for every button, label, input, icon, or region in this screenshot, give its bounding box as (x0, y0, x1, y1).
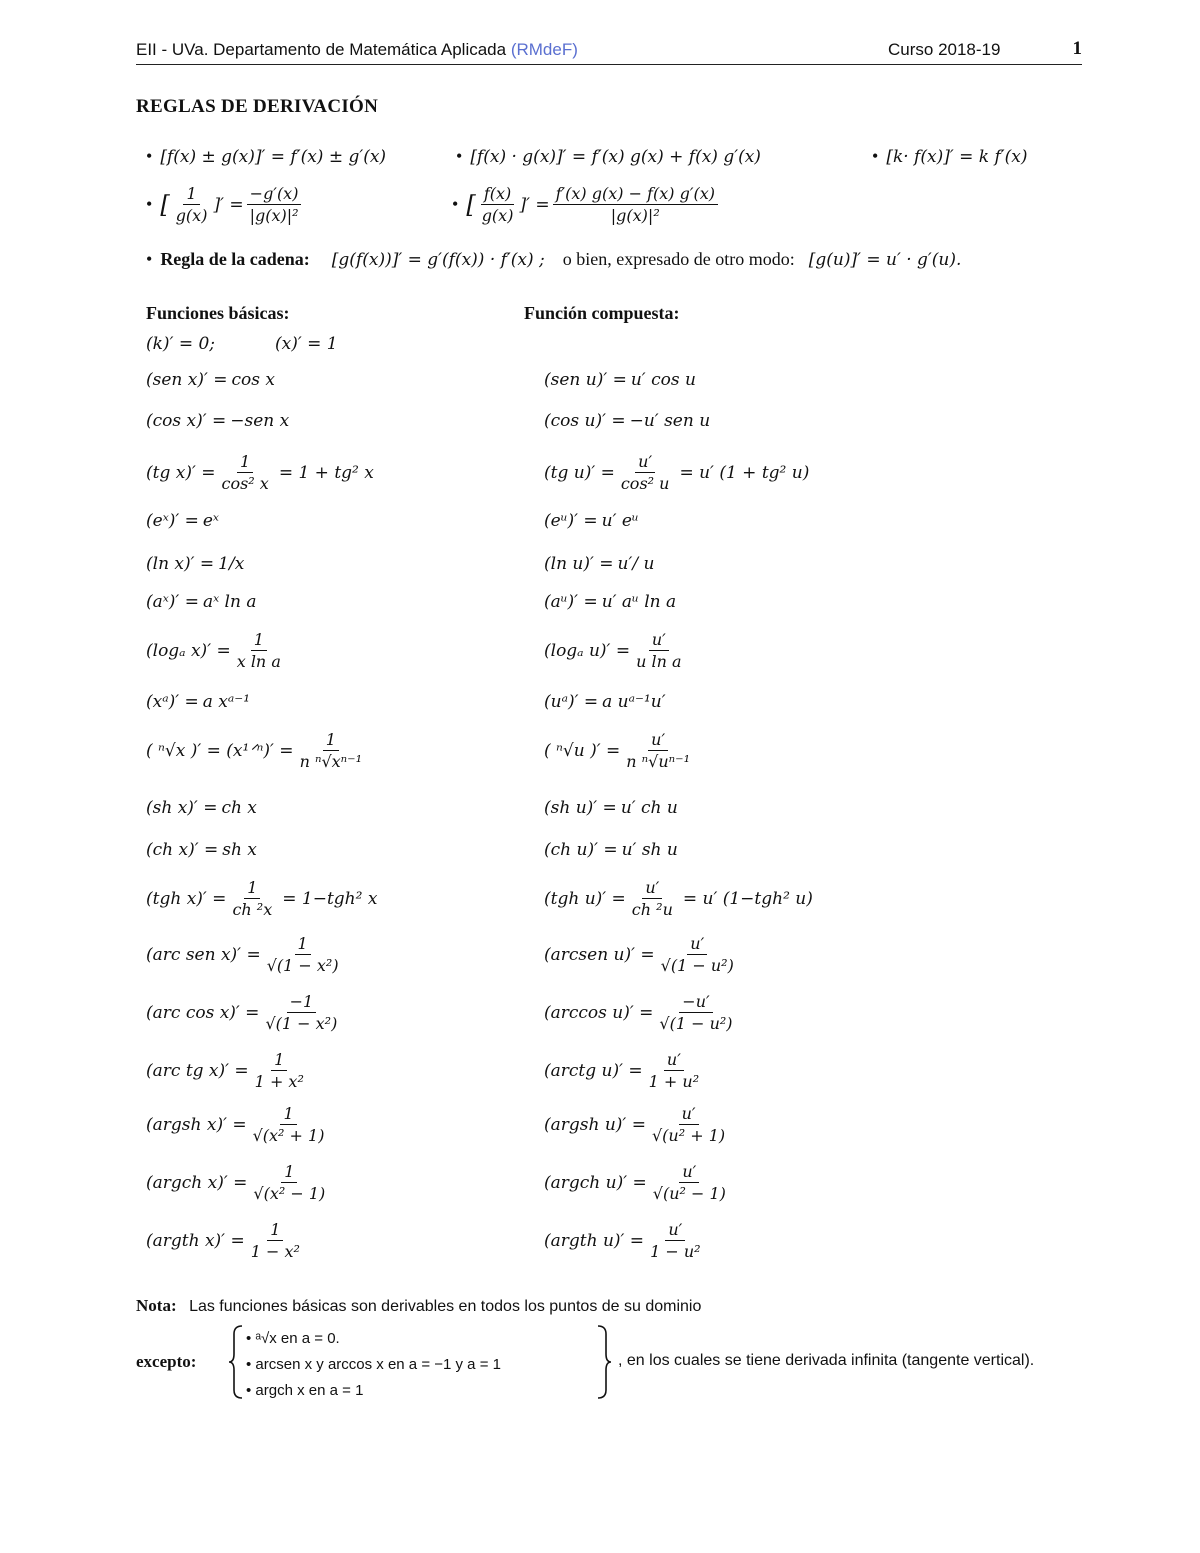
composite-derivative-rhs: u′ cos u (630, 370, 696, 390)
composite-derivative-fraction (629, 878, 676, 919)
composite-derivative-lhs: (cos u)′ = (544, 411, 626, 431)
composite-derivative-rhs: = u′ (1 + tg² u) (679, 462, 810, 483)
bullet-icon: • (146, 194, 153, 214)
basic-derivative-lhs: (tgh x)′ = (146, 888, 227, 909)
basic-derivative-fraction (264, 934, 342, 975)
basic-derivative-rhs: eˣ (202, 511, 219, 531)
basic-derivative-row (146, 840, 257, 860)
exception-tail-text: , en los cuales se tiene derivada infinita (tangente vertical). (618, 1352, 1035, 1369)
bullet-icon: • (146, 249, 153, 269)
composite-derivative-lhs: (sen u)′ = (544, 370, 627, 390)
fraction-numerator: u′ (687, 934, 707, 955)
rule-reciprocal (146, 184, 305, 225)
composite-derivative-rhs: u′ ch u (620, 798, 678, 818)
basic-derivative-lhs: (ch x)′ = (146, 840, 219, 860)
fraction-numerator: 1 (237, 452, 253, 473)
basic-derivative-rhs: (x)′ = 1 (275, 334, 338, 354)
basic-derivative-rhs: 1/x (218, 554, 245, 574)
basic-derivative-lhs: (sen x)′ = (146, 370, 228, 390)
page-number: 1 (1072, 38, 1082, 59)
reciprocal-result (247, 184, 302, 225)
fraction-numerator: 1 (267, 1220, 283, 1241)
basic-derivative-lhs: (argsh x)′ = (146, 1114, 247, 1135)
composite-derivative-row (544, 798, 678, 818)
composite-derivative-fraction (658, 934, 737, 975)
composite-derivative-lhs: (tgh u)′ = (544, 888, 626, 909)
fraction-numerator: 1 (251, 630, 267, 651)
basic-functions-heading: Funciones básicas: (146, 303, 290, 323)
fraction-numerator: 1 (271, 1050, 287, 1071)
basic-derivative-lhs: ( ⁿ√x )′ = (x¹ᐟⁿ)′ = (146, 740, 294, 761)
basic-derivative-lhs: (cos x)′ = (146, 411, 227, 431)
fraction-numerator: u′ (649, 630, 669, 651)
exception-list (246, 1326, 501, 1404)
composite-derivative-row (544, 840, 678, 860)
rule-scalar-formula: [k· f(x)]′ = k f′(x) (886, 146, 1028, 167)
composite-derivative-rhs: = u′ (1−tgh² u) (682, 888, 813, 909)
basic-derivative-lhs: (aˣ)′ = (146, 592, 199, 612)
bullet-icon: • (872, 146, 879, 166)
composite-derivative-row (544, 511, 639, 531)
basic-derivative-lhs: (ln x)′ = (146, 554, 215, 574)
composite-derivative-row (544, 592, 676, 612)
basic-derivative-fraction (248, 1220, 303, 1261)
fraction-numerator: f(x) (481, 184, 514, 205)
basic-derivative-lhs: (tg x)′ = (146, 462, 216, 483)
basic-derivative-row (146, 511, 219, 531)
chain-rule-alt-text: o bien, expresado de otro modo: (562, 249, 795, 269)
basic-derivative-row (146, 334, 338, 354)
fraction-denominator: √(x² − 1) (253, 1184, 326, 1203)
fraction-denominator: ch ²x (232, 900, 273, 919)
fraction-numerator: 1 (280, 1104, 296, 1125)
fraction-denominator: 1 + u² (648, 1072, 700, 1091)
fraction-denominator: n ⁿ√uⁿ⁻¹ (626, 752, 690, 771)
composite-derivative-row (544, 554, 654, 574)
basic-derivative-lhs: (sh x)′ = (146, 798, 218, 818)
basic-derivative-lhs: (k)′ = 0; (146, 334, 216, 354)
composite-derivative-fraction (633, 630, 684, 671)
page-title: REGLAS DE DERIVACIÓN (136, 96, 379, 117)
basic-derivative-fraction (250, 1162, 328, 1203)
basic-derivative-rhs: cos x (231, 370, 275, 390)
fraction-denominator: √(1 − x²) (265, 1014, 338, 1033)
rule-scalar (872, 146, 1027, 167)
fraction-numerator: u′ (664, 1050, 684, 1071)
rule-product (456, 146, 761, 167)
bracket-open: [ (160, 190, 170, 219)
composite-derivative-rhs: u′ aᵘ ln a (601, 592, 677, 612)
basic-derivative-lhs: (eˣ)′ = (146, 511, 199, 531)
composite-derivative-lhs: (sh u)′ = (544, 798, 617, 818)
fraction-denominator: √(1 − x²) (266, 956, 339, 975)
rule-quotient (452, 184, 721, 225)
composite-derivative-lhs: (arccos u)′ = (544, 1002, 654, 1023)
note-text: Las funciones básicas son derivables en todos los puntos de su dominio (189, 1298, 702, 1315)
rule-sum-formula: [f(x) ± g(x)]′ = f′(x) ± g′(x) (160, 146, 387, 167)
fraction-denominator: 1 − u² (650, 1242, 701, 1261)
basic-derivative-fraction (234, 630, 284, 671)
basic-derivative-lhs: (arc sen x)′ = (146, 944, 261, 965)
fraction-denominator: 1 + x² (254, 1072, 304, 1091)
header-link[interactable]: (RMdeF) (510, 40, 578, 59)
basic-derivative-row (146, 1104, 330, 1145)
exception-item: • argch x en a = 1 (246, 1382, 364, 1399)
fraction-denominator: 1 − x² (250, 1242, 300, 1261)
composite-derivative-lhs: (argch u)′ = (544, 1172, 647, 1193)
basic-derivative-row (146, 730, 368, 771)
bracket-open: [ (466, 190, 476, 219)
fraction-numerator: u′ (648, 730, 668, 751)
basic-derivative-rhs: ch x (221, 798, 257, 818)
composite-derivative-rhs: u′ sh u (621, 840, 678, 860)
basic-derivative-row (146, 1220, 306, 1261)
composite-derivative-row (544, 992, 739, 1033)
composite-derivative-lhs: (logₐ u)′ = (544, 640, 631, 661)
composite-function-heading: Función compuesta: (524, 303, 680, 323)
fraction-denominator: |g(x)|² (610, 206, 660, 225)
composite-derivative-fraction (649, 1104, 728, 1145)
composite-derivative-row (544, 452, 809, 493)
rule-sum (146, 146, 386, 167)
basic-derivative-lhs: (argch x)′ = (146, 1172, 248, 1193)
bracket-close-eq: ]′ = (213, 194, 244, 215)
basic-derivative-lhs: (xᵃ)′ = (146, 692, 199, 712)
basic-derivative-row (146, 992, 343, 1033)
composite-derivative-lhs: (uᵃ)′ = (544, 692, 599, 712)
basic-derivative-lhs: (argth x)′ = (146, 1230, 245, 1251)
basic-derivative-row (146, 452, 374, 493)
fraction-numerator: u′ (679, 1162, 699, 1183)
composite-derivative-lhs: ( ⁿ√u )′ = (544, 740, 621, 761)
composite-derivative-lhs: (argth u)′ = (544, 1230, 645, 1251)
composite-derivative-lhs: (ln u)′ = (544, 554, 614, 574)
basic-derivative-lhs: (logₐ x)′ = (146, 640, 231, 661)
basic-derivative-rhs: sh x (222, 840, 257, 860)
fraction-denominator: cos² u (620, 474, 670, 493)
fraction-denominator: ch ²u (631, 900, 673, 919)
composite-derivative-fraction (650, 1162, 729, 1203)
composite-derivative-lhs: (argsh u)′ = (544, 1114, 646, 1135)
composite-derivative-row (544, 370, 696, 390)
bracket-close-eq: ]′ = (519, 194, 550, 215)
basic-derivative-row (146, 370, 275, 390)
basic-derivative-lhs: (arc cos x)′ = (146, 1002, 260, 1023)
basic-derivative-rhs: = 1−tgh² x (282, 888, 378, 909)
basic-derivative-row (146, 1162, 331, 1203)
basic-derivative-row (146, 1050, 310, 1091)
bullet-icon: • (456, 146, 463, 166)
composite-derivative-lhs: (arctg u)′ = (544, 1060, 643, 1081)
fraction-numerator: −u′ (679, 992, 712, 1013)
basic-derivative-rhs: −sen x (230, 411, 290, 431)
fraction-numerator: −1 (287, 992, 317, 1013)
basic-derivative-row (146, 630, 287, 671)
composite-derivative-lhs: (eᵘ)′ = (544, 511, 598, 531)
note (136, 1296, 701, 1316)
fraction-denominator: √(u² + 1) (651, 1126, 726, 1145)
basic-derivative-fraction (297, 730, 365, 771)
rule-chain (146, 249, 961, 270)
fraction-numerator: 1 (295, 934, 311, 955)
basic-derivative-rhs: a xᵃ⁻¹ (202, 692, 251, 712)
composite-derivative-row (544, 411, 710, 431)
except-label: excepto: (136, 1352, 197, 1371)
composite-derivative-fraction (623, 730, 693, 771)
exception-item: • arcsen x y arccos x en a = −1 y a = 1 (246, 1356, 501, 1373)
composite-derivative-row (544, 934, 740, 975)
composite-derivative-fraction (618, 452, 673, 493)
composite-derivative-row (544, 1220, 707, 1261)
basic-derivative-fraction (229, 878, 275, 919)
fraction-numerator: −g′(x) (247, 184, 302, 205)
note-label: Nota: (136, 1296, 177, 1315)
quotient-result (553, 184, 718, 225)
composite-derivative-rhs: u′/ u (617, 554, 655, 574)
fraction-numerator: u′ (665, 1220, 685, 1241)
exception-item: • ᵃ√x en a = 0. (246, 1330, 340, 1347)
fraction-numerator: u′ (635, 452, 655, 473)
basic-derivative-rhs: = 1 + tg² x (278, 462, 374, 483)
fraction-denominator: g(x) (175, 206, 208, 225)
fraction-denominator: g(x) (481, 206, 514, 225)
basic-derivative-row (146, 692, 250, 712)
composite-derivative-rhs: a uᵃ⁻¹u′ (602, 692, 666, 712)
composite-derivative-row (544, 730, 696, 771)
composite-derivative-row (544, 692, 666, 712)
fraction-denominator: u ln a (636, 652, 682, 671)
basic-derivative-lhs: (arc tg x)′ = (146, 1060, 249, 1081)
basic-derivative-rhs: aˣ ln a (202, 592, 257, 612)
basic-derivative-row (146, 798, 257, 818)
composite-derivative-fraction (646, 1050, 702, 1091)
bullet-icon: • (146, 146, 153, 166)
composite-derivative-row (544, 1050, 705, 1091)
composite-derivative-row (544, 630, 688, 671)
rule-product-formula: [f(x) · g(x)]′ = f′(x) g(x) + f(x) g′(x) (470, 146, 761, 167)
left-brace-icon (228, 1324, 244, 1400)
basic-derivative-row (146, 411, 289, 431)
composite-derivative-rhs: −u′ sen u (629, 411, 711, 431)
header-left (136, 40, 578, 60)
basic-derivative-fraction (250, 1104, 328, 1145)
fraction-numerator: 1 (183, 184, 199, 205)
composite-derivative-row (544, 1104, 731, 1145)
fraction-denominator: |g(x)|² (249, 206, 299, 225)
composite-derivative-lhs: (tg u)′ = (544, 462, 615, 483)
fraction-denominator: cos² x (221, 474, 269, 493)
header-course: Curso 2018-19 (888, 40, 1001, 59)
composite-derivative-row (544, 1162, 732, 1203)
fraction-denominator: n ⁿ√xⁿ⁻¹ (299, 752, 362, 771)
page-header (136, 38, 1082, 65)
right-brace-icon (596, 1324, 612, 1400)
fraction-denominator: √(x² + 1) (252, 1126, 325, 1145)
composite-derivative-rhs: u′ eᵘ (601, 511, 639, 531)
chain-rule-label: Regla de la cadena: (160, 249, 310, 269)
fraction-numerator: u′ (679, 1104, 699, 1125)
composite-derivative-fraction (656, 992, 735, 1033)
basic-derivative-row (146, 878, 377, 919)
fraction-denominator: √(u² − 1) (652, 1184, 726, 1203)
chain-rule-formula-alt: [g(u)]′ = u′ · g′(u). (808, 249, 962, 270)
fraction-denominator: √(1 − u²) (659, 1014, 733, 1033)
fraction-denominator: √(1 − u²) (660, 956, 734, 975)
fraction-denominator: x ln a (236, 652, 281, 671)
composite-derivative-row (544, 878, 813, 919)
composite-derivative-fraction (647, 1220, 703, 1261)
basic-derivative-fraction (218, 452, 271, 493)
basic-derivative-row (146, 554, 244, 574)
fraction-numerator: 1 (281, 1162, 297, 1183)
composite-derivative-lhs: (aᵘ)′ = (544, 592, 598, 612)
bullet-icon: • (452, 194, 459, 214)
basic-derivative-fraction (262, 992, 340, 1033)
basic-derivative-row (146, 934, 345, 975)
composite-derivative-lhs: (ch u)′ = (544, 840, 618, 860)
header-institution: EII - UVa. Departamento de Matemática Aplicada (136, 40, 507, 59)
composite-derivative-lhs: (arcsen u)′ = (544, 944, 655, 965)
basic-derivative-fraction (252, 1050, 307, 1091)
fraction-numerator: 1 (244, 878, 260, 899)
fraction-numerator: 1 (323, 730, 339, 751)
fraction-numerator: u′ (642, 878, 662, 899)
fraction-numerator: f′(x) g(x) − f(x) g′(x) (553, 184, 718, 205)
quotient-fraction (479, 184, 517, 225)
chain-rule-formula: [g(f(x))]′ = g′(f(x)) · f′(x) ; (331, 249, 545, 270)
basic-derivative-row (146, 592, 256, 612)
reciprocal-fraction (173, 184, 211, 225)
